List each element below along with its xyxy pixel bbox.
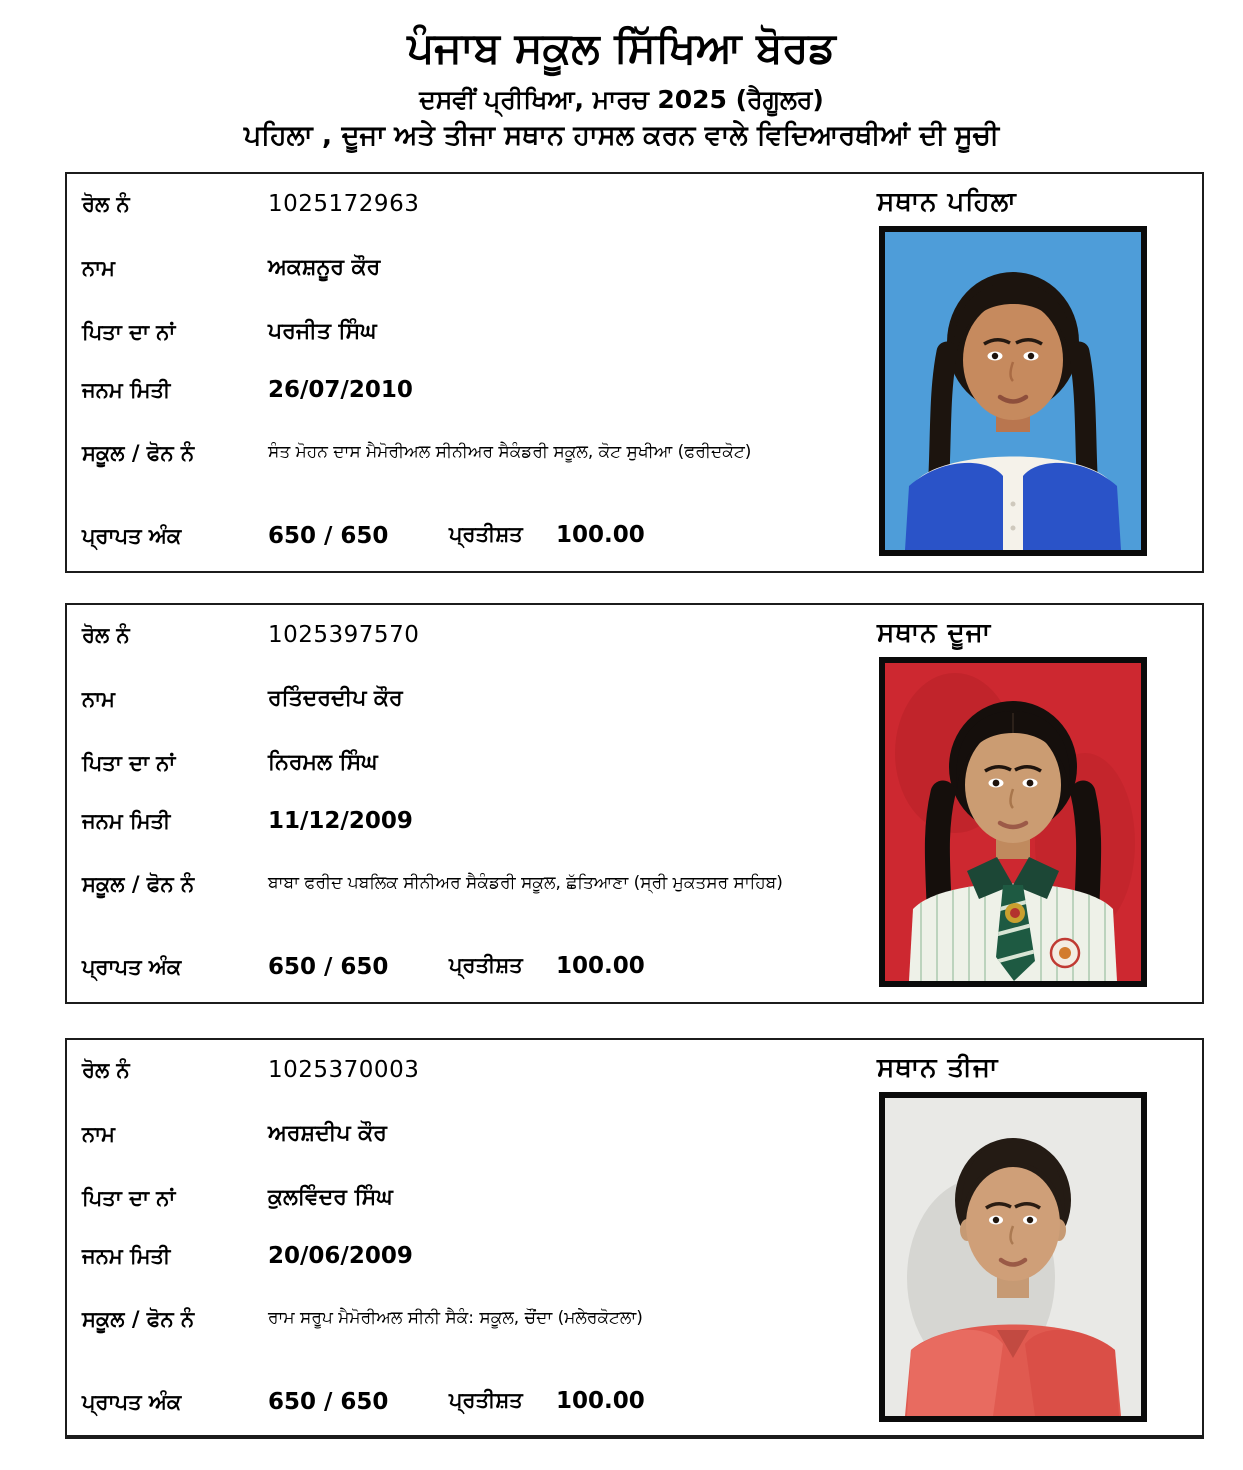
marks-value: 650 / 650 [268,523,389,549]
father-name-value: ਕੁਲਵਿੰਦਰ ਸਿੰਘ [268,1185,393,1210]
percentage-label: ਪ੍ਰਤੀਸ਼ਤ [449,953,523,977]
roll-no-value: 1025172963 [268,191,420,217]
page-title: ਪੰਜਾਬ ਸਕੂਲ ਸਿੱਖਿਆ ਬੋਰਡ [407,23,836,72]
name-label: ਨਾਮ [82,1122,115,1146]
school-label: ਸਕੂਲ / ਫੋਨ ਨੰ [82,872,195,896]
father-name-value: ਨਿਰਮਲ ਸਿੰਘ [268,750,378,775]
rank-caption: ਸਥਾਨ ਪਹਿਲਾ [877,187,1017,217]
roll-no-label: ਰੋਲ ਨੰ [82,192,130,216]
school-value: ਬਾਬਾ ਫਰੀਦ ਪਬਲਿਕ ਸੀਨੀਅਰ ਸੈਕੰਡਰੀ ਸਕੂਲ, ਛੱਤਿਆਣਾ (ਸ੍ਰੀ ਮੁਕਤਸਰ ਸਾਹਿਬ) [268,873,783,893]
percentage-label: ਪ੍ਰਤੀਸ਼ਤ [449,1388,523,1412]
dob-value: 26/07/2010 [268,377,413,403]
student-portrait-illustration [885,232,1141,550]
name-label: ਨਾਮ [82,687,115,711]
dob-value: 20/06/2009 [268,1243,413,1269]
dob-label: ਜਨਮ ਮਿਤੀ [82,378,171,402]
student-photo-rank3 [879,1092,1147,1422]
dob-label: ਜਨਮ ਮਿਤੀ [82,1244,171,1268]
student-photo-rank1 [879,226,1147,556]
marks-value: 650 / 650 [268,1389,389,1415]
roll-no-value: 1025397570 [268,622,420,648]
school-label: ਸਕੂਲ / ਫੋਨ ਨੰ [82,1307,195,1331]
marks-label: ਪ੍ਰਾਪਤ ਅੰਕ [82,1390,182,1414]
school-label: ਸਕੂਲ / ਫੋਨ ਨੰ [82,441,195,465]
percentage-value: 100.00 [556,522,645,548]
name-label: ਨਾਮ [82,256,115,280]
percentage-value: 100.00 [556,953,645,979]
father-name-label: ਪਿਤਾ ਦਾ ਨਾਂ [82,320,176,344]
father-name-label: ਪਿਤਾ ਦਾ ਨਾਂ [82,751,176,775]
marks-value: 650 / 650 [268,954,389,980]
exam-subtitle: ਦਸਵੀਂ ਪ੍ਰੀਖਿਆ, ਮਾਰਚ 2025 (ਰੈਗੂਲਰ) [419,85,824,114]
rank-caption: ਸਥਾਨ ਤੀਜਾ [877,1053,999,1083]
rank-caption: ਸਥਾਨ ਦੂਜਾ [877,618,992,648]
marks-label: ਪ੍ਰਾਪਤ ਅੰਕ [82,524,182,548]
student-card-rank1 [65,172,1204,573]
student-photo-rank2 [879,657,1147,987]
name-value: ਅਰਸ਼ਦੀਪ ਕੌਰ [268,1121,387,1146]
school-value: ਸੰਤ ਮੋਹਨ ਦਾਸ ਮੈਮੋਰੀਅਲ ਸੀਨੀਅਰ ਸੈਕੰਡਰੀ ਸਕੂਲ, ਕੋਟ ਸੁਖੀਆ (ਫਰੀਦਕੋਟ) [268,442,752,462]
dob-label: ਜਨਮ ਮਿਤੀ [82,809,171,833]
percentage-value: 100.00 [556,1388,645,1414]
roll-no-label: ਰੋਲ ਨੰ [82,1058,130,1082]
father-name-value: ਪਰਜੀਤ ਸਿੰਘ [268,319,377,344]
dob-value: 11/12/2009 [268,808,413,834]
roll-no-label: ਰੋਲ ਨੰ [82,623,130,647]
student-portrait-illustration [885,663,1141,981]
father-name-label: ਪਿਤਾ ਦਾ ਨਾਂ [82,1186,176,1210]
student-portrait-illustration [885,1098,1141,1416]
name-value: ਰਤਿੰਦਰਦੀਪ ਕੌਰ [268,686,403,711]
roll-no-value: 1025370003 [268,1057,420,1083]
percentage-label: ਪ੍ਰਤੀਸ਼ਤ [449,522,523,546]
school-value: ਰਾਮ ਸਰੂਪ ਮੈਮੋਰੀਅਲ ਸੀਨੀ ਸੈਕੰ: ਸਕੂਲ, ਚੌਂਦਾ (ਮਲੇਰਕੋਟਲਾ) [268,1308,643,1328]
student-card-rank2 [65,603,1204,1004]
student-card-rank3 [65,1038,1204,1439]
list-description: ਪਹਿਲਾ , ਦੂਜਾ ਅਤੇ ਤੀਜਾ ਸਥਾਨ ਹਾਸਲ ਕਰਨ ਵਾਲੇ ਵਿਦਿਆਰਥੀਆਂ ਦੀ ਸੂਚੀ [243,120,1000,151]
marks-label: ਪ੍ਰਾਪਤ ਅੰਕ [82,955,182,979]
name-value: ਅਕਸ਼ਨੂਰ ਕੌਰ [268,255,381,280]
